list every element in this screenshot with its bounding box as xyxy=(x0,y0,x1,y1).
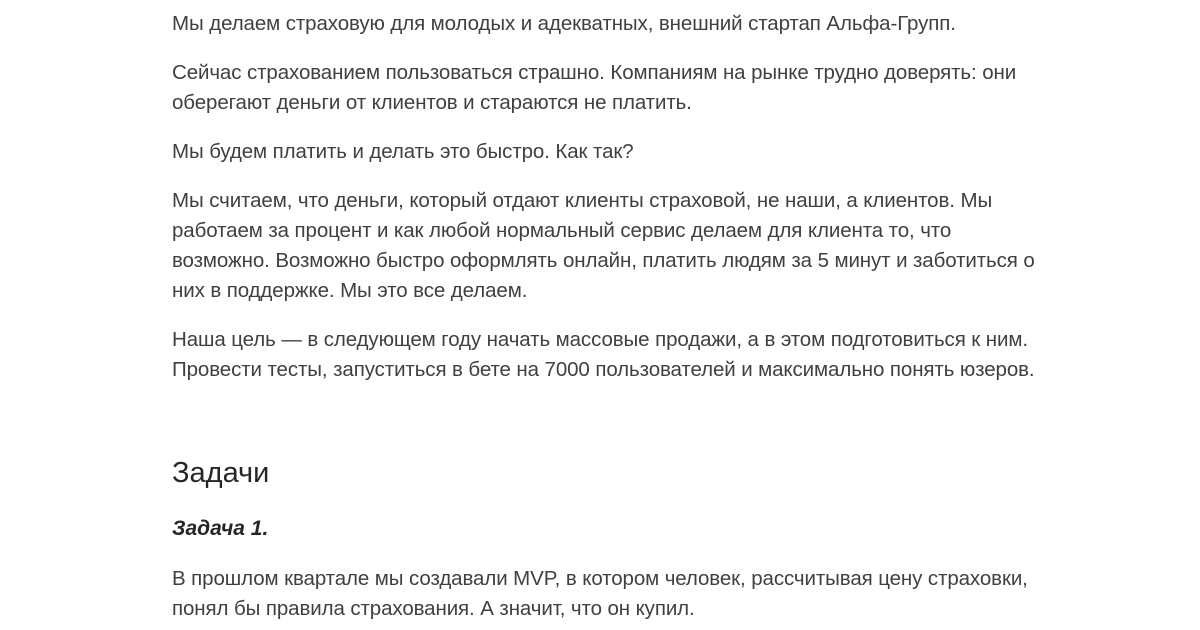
paragraph-promise xyxy=(172,137,634,167)
text-line: Провести тесты, запуститься в бете на 7000 пользователей и максимально понять юзеров. xyxy=(172,358,1035,381)
text-line: Мы делаем страховую для молодых и адекватных, внешний стартап Альфа-Групп. xyxy=(172,12,956,35)
text-line: работаем за процент и как любой нормальный сервис делаем для клиента то, что xyxy=(172,219,952,242)
text-line: Мы будем платить и делать это быстро. Как так? xyxy=(172,140,634,163)
text-line: В прошлом квартале мы создавали MVP, в котором человек, рассчитывая цену страховки, xyxy=(172,567,1028,590)
text-line: Наша цель — в следующем году начать массовые продажи, а в этом подготовиться к ним. xyxy=(172,328,1028,351)
task-1-title: Задача 1. xyxy=(172,517,269,540)
text-line: понял бы правила страхования. А значит, что он купил. xyxy=(172,597,695,620)
paragraph-task-1 xyxy=(172,564,1028,624)
tasks-heading: Задачи xyxy=(172,457,270,489)
text-line: возможно. Возможно быстро оформлять онлайн, платить людям за 5 минут и заботиться о xyxy=(172,249,1035,272)
text-line: Мы считаем, что деньги, который отдают клиенты страховой, не наши, а клиентов. Мы xyxy=(172,189,993,212)
text-line: них в поддержке. Мы это все делаем. xyxy=(172,279,528,302)
paragraph-problem xyxy=(172,58,1016,118)
text-line: Сейчас страхованием пользоваться страшно. Компаниям на рынке трудно доверять: они xyxy=(172,61,1017,84)
paragraph-approach xyxy=(172,186,1035,306)
paragraph-intro xyxy=(172,9,956,39)
text-line: оберегают деньги от клиентов и стараются не платить. xyxy=(172,91,692,114)
paragraph-goal xyxy=(172,325,1035,385)
